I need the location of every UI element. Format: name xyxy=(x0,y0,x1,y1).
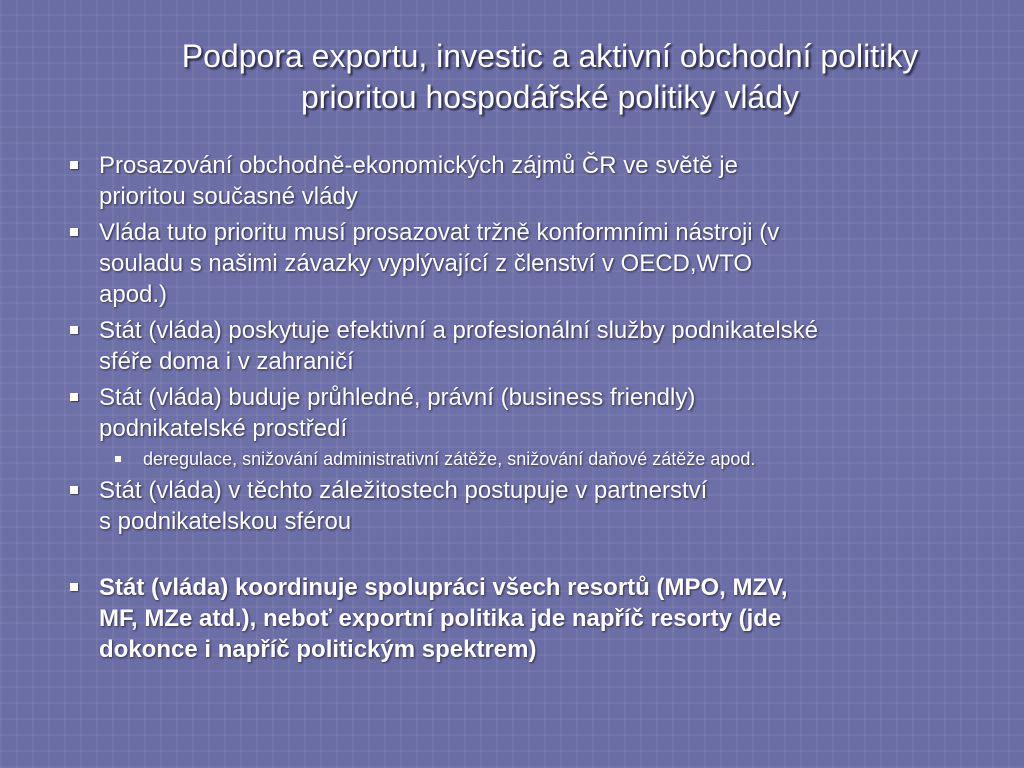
bullet-item-1 xyxy=(68,150,968,212)
bullet-line: Stát (vláda) v těchto záležitostech postupuje v partnerství xyxy=(99,477,708,504)
bullet-line: podnikatelské prostředí xyxy=(99,415,348,442)
bullet-line: Vláda tuto prioritu musí prosazovat tržně konformními nástroji (v xyxy=(99,219,780,246)
bullet-item-4 xyxy=(68,382,968,444)
bullet-line: dokonce i napříč politickým spektrem) xyxy=(99,636,537,663)
square-bullet-icon xyxy=(70,486,78,494)
slide-title xyxy=(110,36,990,118)
bullet-text xyxy=(99,217,968,310)
bullet-item-3 xyxy=(68,315,968,377)
bullet-text xyxy=(99,382,968,444)
square-sub-bullet-icon xyxy=(115,456,121,462)
bullet-line: s podnikatelskou sférou xyxy=(99,508,352,535)
slide-title-line-2: prioritou hospodářské politiky vlády xyxy=(300,79,800,115)
bullet-line: souladu s našimi závazky vyplývající z členství v OECD,WTO xyxy=(99,250,753,277)
square-bullet-icon xyxy=(70,228,78,236)
square-bullet-icon xyxy=(70,393,78,401)
sub-bullet-item xyxy=(68,447,968,471)
bullet-line: Stát (vláda) poskytuje efektivní a profesionální služby podnikatelské xyxy=(99,317,819,344)
bullet-line: apod.) xyxy=(99,281,168,308)
bullet-line: Stát (vláda) buduje průhledné, právní (business friendly) xyxy=(99,384,696,411)
square-bullet-icon xyxy=(70,583,78,591)
bullet-line: prioritou současné vlády xyxy=(99,183,358,210)
bullet-text xyxy=(99,475,968,537)
bullet-text xyxy=(99,150,968,212)
slide-title-line-1: Podpora exportu, investic a aktivní obchodní politiky xyxy=(181,38,919,74)
square-bullet-icon xyxy=(70,161,78,169)
bullet-line: sféře doma i v zahraničí xyxy=(99,348,354,375)
bullet-item-2 xyxy=(68,217,968,310)
bullet-line: Prosazování obchodně-ekonomických zájmů ČR ve světě je xyxy=(99,152,738,179)
bullet-list xyxy=(68,150,968,670)
square-bullet-icon xyxy=(70,326,78,334)
bullet-line: Stát (vláda) koordinuje spolupráci všech resortů (MPO, MZV, xyxy=(99,574,788,601)
bullet-item-5 xyxy=(68,475,968,537)
sub-bullet-text: deregulace, snižování administrativní zátěže, snižování daňové zátěže apod. xyxy=(143,449,756,469)
bullet-text xyxy=(99,572,968,665)
bullet-text xyxy=(99,315,968,377)
bullet-line: MF, MZe atd.), neboť exportní politika jde napříč resorty (jde xyxy=(99,605,782,632)
bullet-item-6 xyxy=(68,572,968,665)
